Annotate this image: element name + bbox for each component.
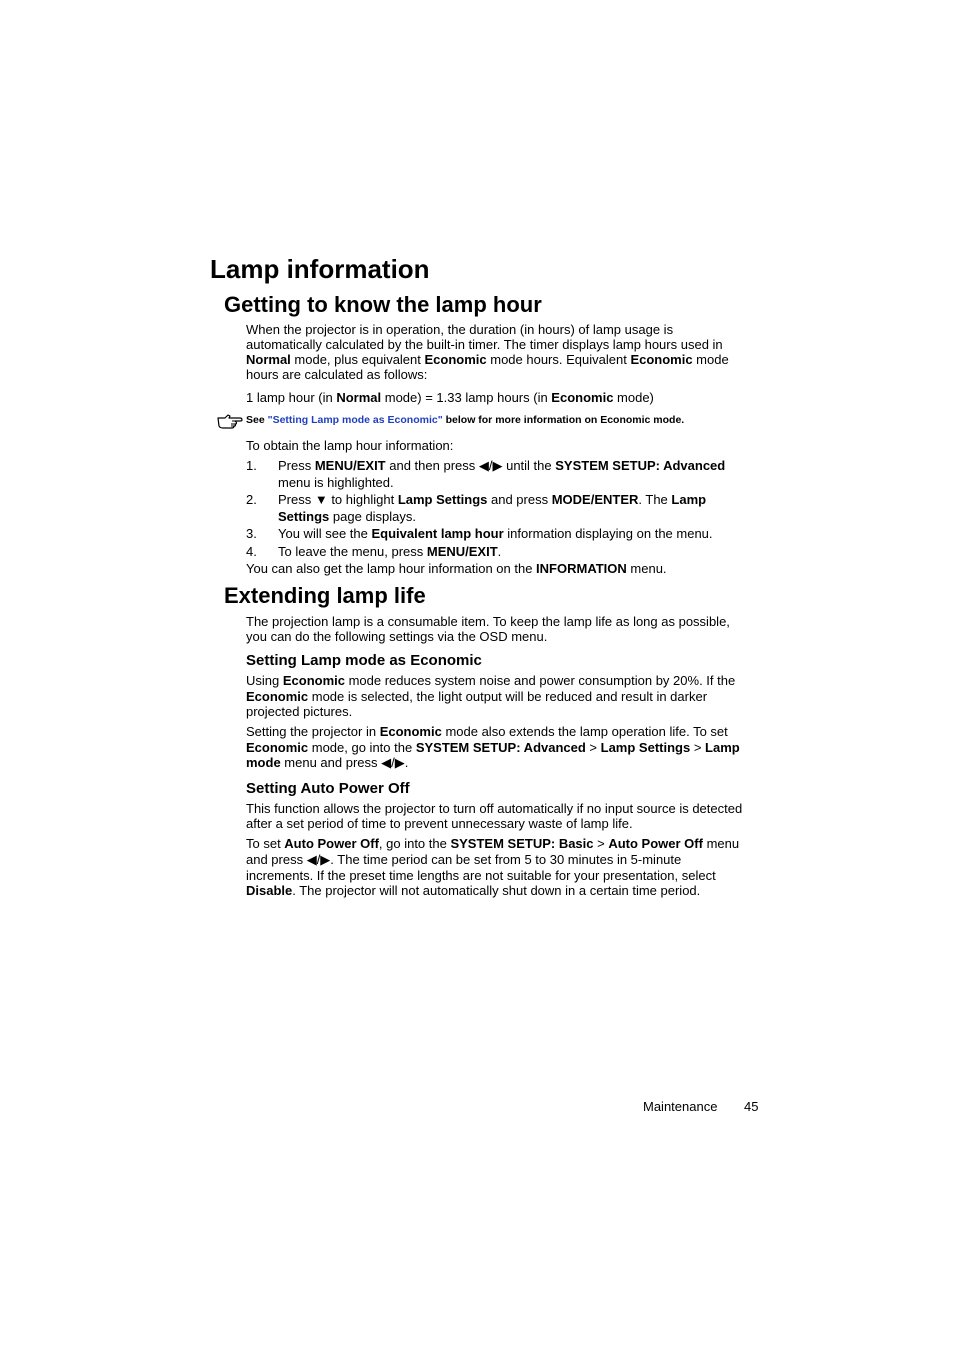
step-number: 4. <box>246 543 257 559</box>
step-text <box>278 492 706 524</box>
text-run: mode, plus equivalent <box>290 352 425 367</box>
step-text <box>278 544 501 559</box>
text-run: Press ▼ to highlight <box>278 492 398 507</box>
text-run: mode hours are calculated as follows: <box>246 352 729 382</box>
text-run: menu is highlighted. <box>278 474 394 490</box>
step-number: 1. <box>246 458 257 473</box>
note-prefix: See <box>246 414 268 426</box>
subheading-auto-power-off: Setting Auto Power Off <box>246 780 410 797</box>
economic-p1 <box>246 673 746 720</box>
bold-term: Normal <box>246 352 291 367</box>
text-run: menu. <box>626 561 667 576</box>
text-run: When the projector is in operation, the duration (in hours) of lamp usage is automatically calculated by the built-in timer. The timer displays lamp hours used in <box>246 322 723 352</box>
text-run: . The <box>638 492 672 507</box>
page-title: Lamp information <box>210 254 430 284</box>
bold-term: INFORMATION <box>536 561 627 576</box>
text-run: To set <box>246 836 285 851</box>
step-number: 2. <box>246 492 257 507</box>
text-run: mode reduces system noise and power consumption by 20%. If the <box>344 673 736 688</box>
text-run: To leave the menu, press <box>278 543 427 559</box>
step-text <box>278 526 713 541</box>
text-run: Press <box>278 458 315 473</box>
bold-term: Economic <box>246 688 309 704</box>
also-text <box>246 561 746 576</box>
text-run: Setting the projector in <box>246 724 380 739</box>
text-run: . The projector will not automatically shut down in a certain time period. <box>292 883 701 899</box>
subheading-economic: Setting Lamp mode as Economic <box>246 652 482 669</box>
text-run: The projection lamp is a consumable item. To keep the lamp life as long as possible, you can do the following settings via the OSD menu. <box>246 614 730 644</box>
bold-term: Economic <box>424 352 487 367</box>
bold-term: Auto Power Off <box>284 836 379 851</box>
text-run: mode) = 1.33 lamp hours (in <box>381 390 552 405</box>
bold-term: SYSTEM SETUP: Advanced <box>415 739 586 755</box>
text-run: information displaying on the menu. <box>503 526 713 541</box>
bold-term: Equivalent lamp hour <box>371 526 504 541</box>
bold-term: Auto Power Off <box>608 836 703 851</box>
text-run: 1 lamp hour (in <box>246 390 337 405</box>
list-item <box>246 526 746 543</box>
bold-term: MENU/EXIT <box>314 458 386 473</box>
bold-term: Economic <box>551 390 614 405</box>
text-run: and then press ◀/▶ until the <box>385 458 556 473</box>
text-run: This function allows the projector to turn off automatically if no input source is detected after a set period of time to prevent unnecessary waste of lamp life. <box>246 801 743 831</box>
text-run: mode, go into the <box>308 739 416 755</box>
bold-term: Economic <box>282 673 345 688</box>
see-note <box>246 413 684 427</box>
text-run: and press <box>487 492 552 507</box>
page-number: 45 <box>744 1099 759 1114</box>
text-run: You can also get the lamp hour information on the <box>246 561 537 576</box>
auto-power-p2 <box>246 836 746 899</box>
economic-p2 <box>246 724 746 771</box>
bold-term: Normal <box>336 390 382 405</box>
note-suffix: below for more information on Economic mode. <box>442 414 685 426</box>
text-run: . <box>497 543 502 559</box>
text-run: mode also extends the lamp operation life. To set <box>441 724 728 739</box>
list-item <box>246 544 746 561</box>
text-run: > <box>585 739 601 755</box>
obtain-text: To obtain the lamp hour information: <box>246 438 454 453</box>
text-run: menu and press ◀/▶. <box>280 755 409 770</box>
text-run: > <box>593 836 609 851</box>
list-item <box>246 492 746 525</box>
bold-term: Lamp Settings <box>278 492 707 524</box>
bold-term: Economic <box>630 352 693 367</box>
bold-term: SYSTEM SETUP: Basic <box>450 836 594 851</box>
lamp-hour-intro <box>246 322 746 382</box>
text-run: Using <box>246 673 283 688</box>
bold-term: SYSTEM SETUP: Advanced <box>555 458 726 473</box>
bold-term: Economic <box>379 724 442 739</box>
section-heading-lamp-hour: Getting to know the lamp hour <box>224 292 542 317</box>
lamp-hour-formula <box>246 390 746 405</box>
text-run: You will see the <box>278 526 372 541</box>
auto-power-p1 <box>246 801 746 831</box>
list-item <box>246 458 746 491</box>
step-text <box>278 458 725 490</box>
section-heading-extending: Extending lamp life <box>224 583 426 608</box>
bold-term: MENU/EXIT <box>426 543 498 559</box>
steps-list <box>246 458 746 561</box>
text-run: , go into the <box>378 836 451 851</box>
footer-section: Maintenance <box>643 1099 718 1114</box>
note-link-economic[interactable]: "Setting Lamp mode as Economic" <box>267 414 443 426</box>
pointing-hand-icon <box>217 413 243 429</box>
bold-term: MODE/ENTER <box>551 492 639 507</box>
text-run: > <box>690 739 706 755</box>
step-number: 3. <box>246 526 257 541</box>
text-run: mode) <box>613 390 654 405</box>
bold-term: Lamp Settings <box>600 739 691 755</box>
text-run: menu and press ◀/▶. The time period can be set from 5 to 30 minutes in 5-minute increments. If the preset time lengths are not suitable for your presentation, select <box>246 836 740 883</box>
text-run: mode is selected, the light output will be reduced and result in darker projected pictures. <box>246 688 708 719</box>
bold-term: Economic <box>246 739 309 755</box>
extending-intro <box>246 614 746 644</box>
text-run: mode hours. Equivalent <box>486 352 631 367</box>
bold-term: Disable <box>246 883 293 899</box>
bold-term: Lamp Settings <box>397 492 488 507</box>
bold-term: Lamp mode <box>246 739 740 770</box>
text-run: page displays. <box>329 508 417 524</box>
